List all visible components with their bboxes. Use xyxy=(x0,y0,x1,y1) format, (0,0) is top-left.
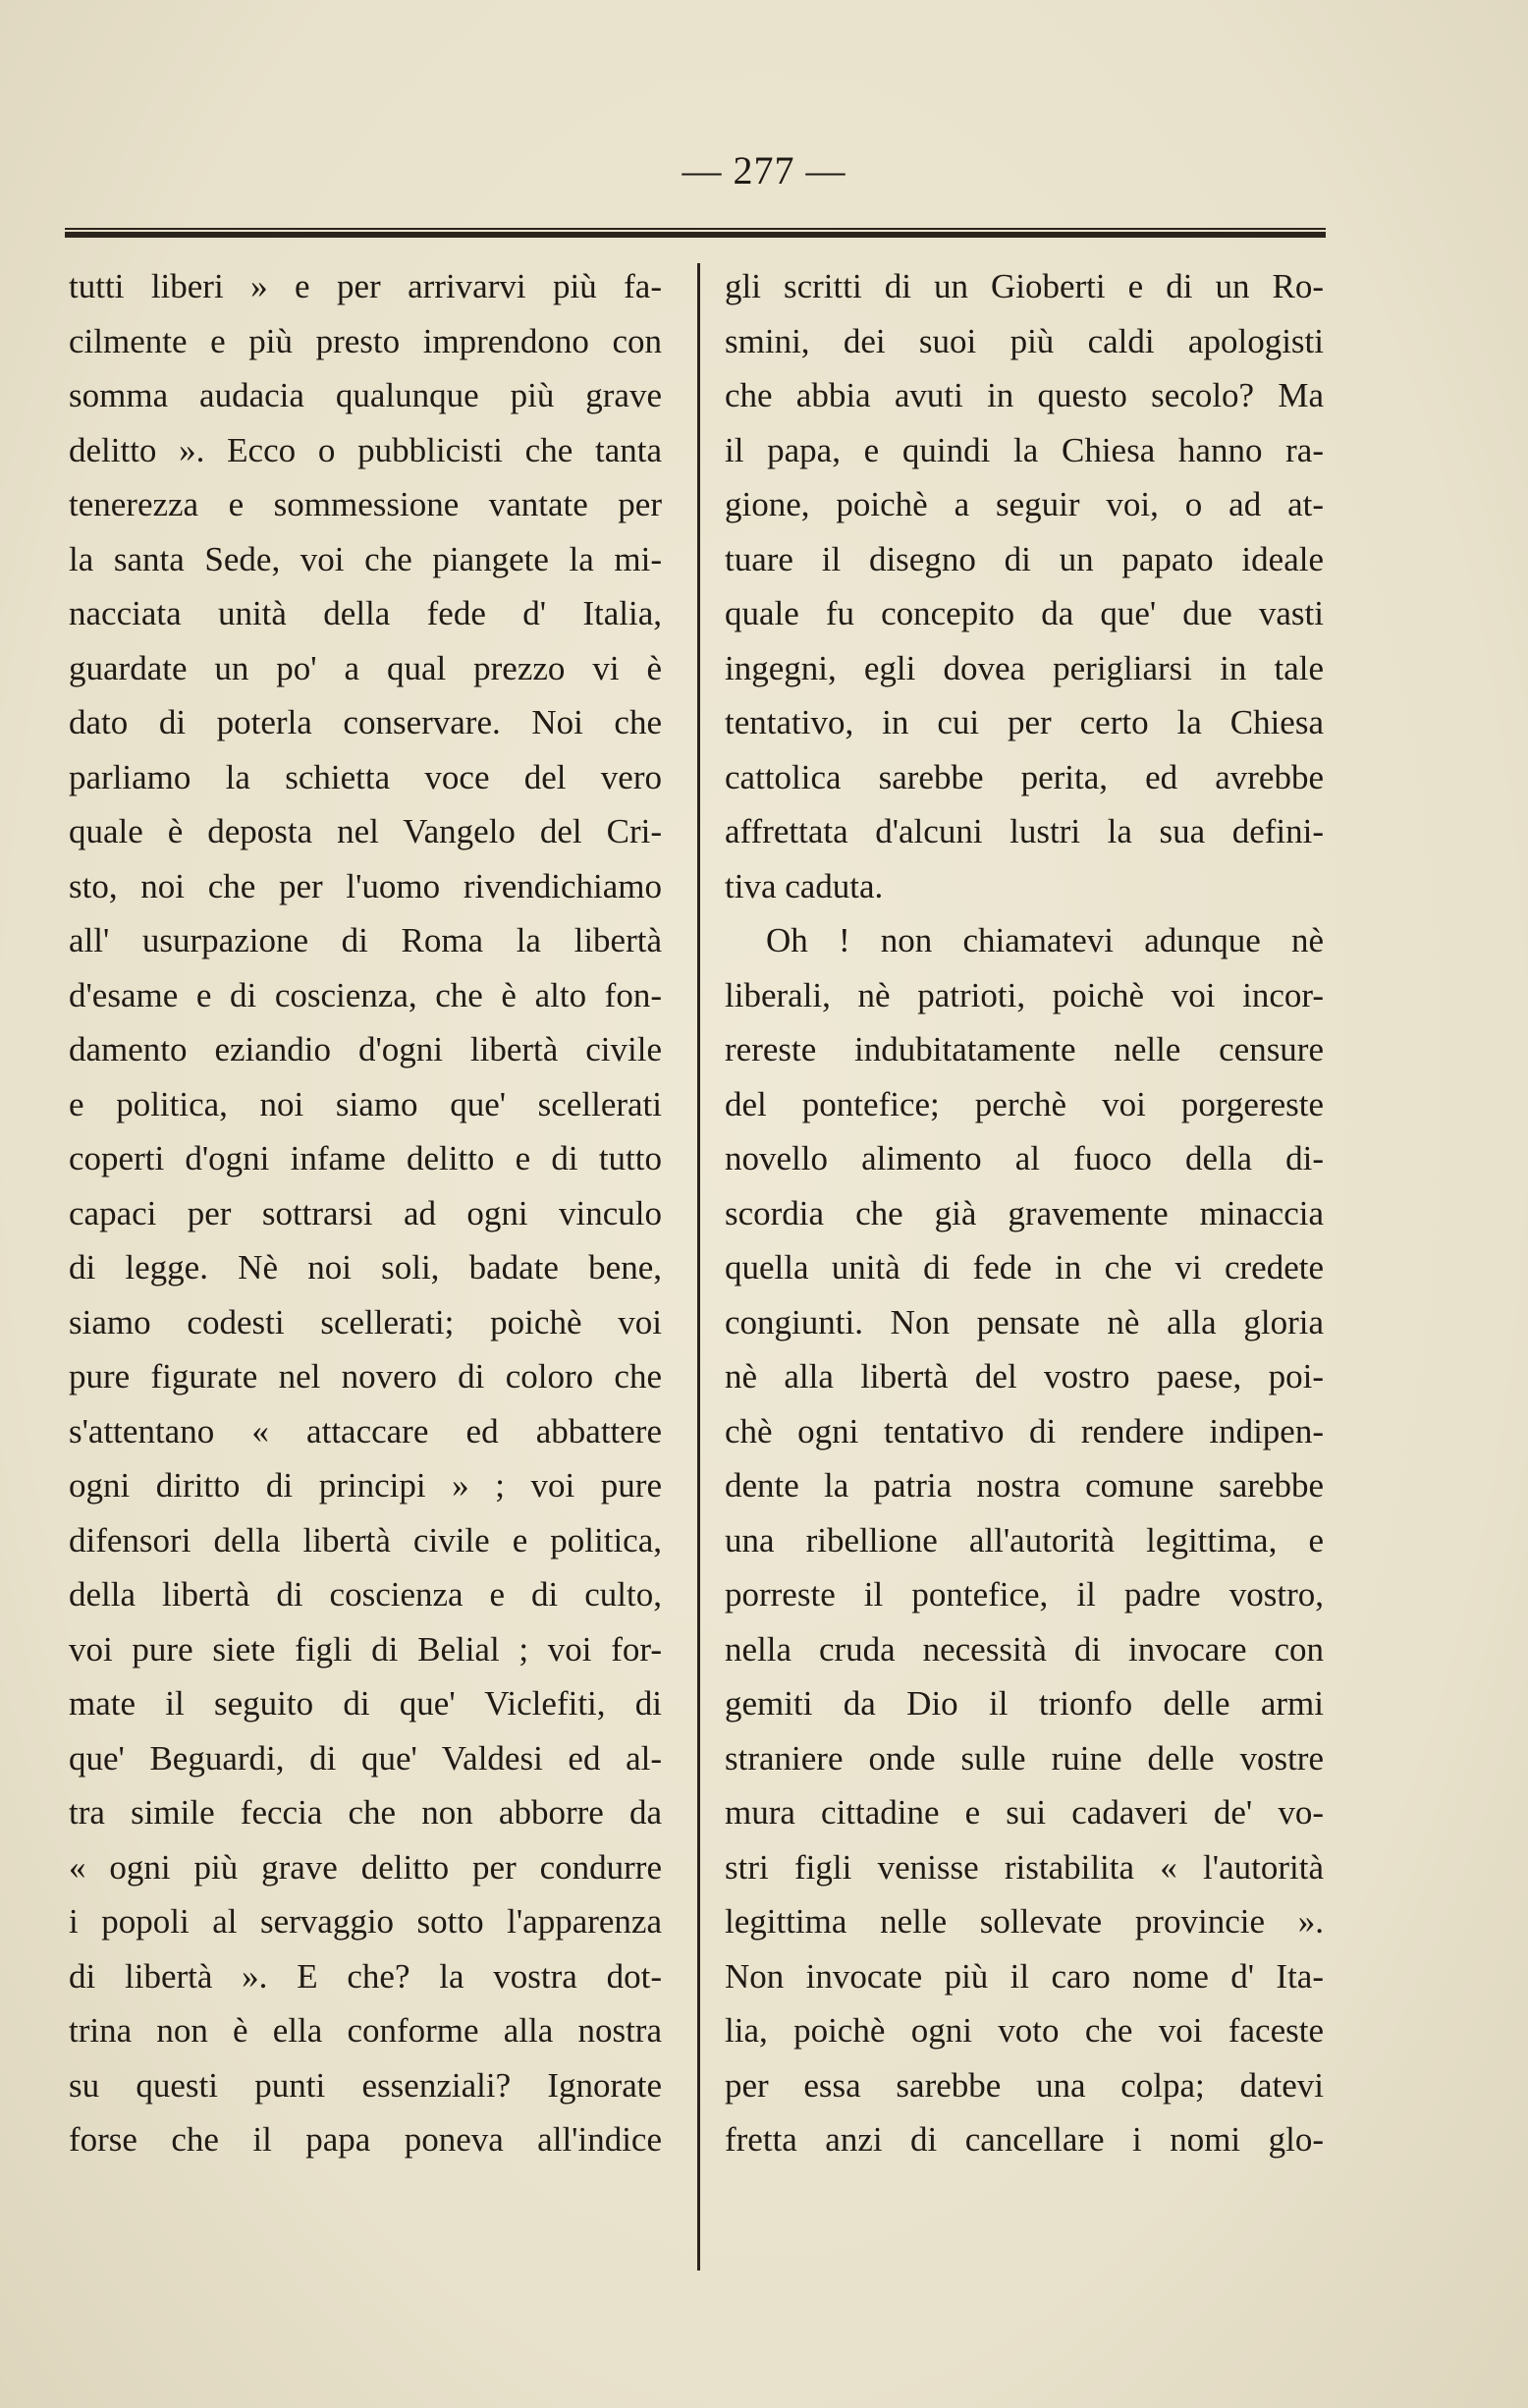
text-line: dente la patria nostra comune sarebbe xyxy=(725,1466,1324,1505)
text-line: difensori della libertà civile e politica, xyxy=(69,1520,662,1560)
text-line: sto, noi che per l'uomo rivendichiamo xyxy=(69,866,662,905)
text-line: liberali, nè patrioti, poichè voi incor- xyxy=(725,975,1324,1014)
text-line: somma audacia qualunque più grave xyxy=(69,376,662,414)
text-line: que' Beguardi, di que' Valdesi ed al- xyxy=(69,1738,662,1778)
header-rule-thick xyxy=(65,232,1326,238)
text-line: damento eziandio d'ogni libertà civile xyxy=(69,1030,662,1068)
text-line: scordia che già gravemente minaccia xyxy=(725,1193,1324,1232)
text-line: stri figli venisse ristabilita « l'autorità xyxy=(725,1847,1324,1887)
text-line: novello alimento al fuoco della di- xyxy=(725,1139,1324,1177)
text-line: pure figurate nel novero di coloro che xyxy=(69,1357,662,1396)
text-line: fretta anzi di cancellare i nomi glo- xyxy=(725,2120,1324,2159)
text-line: affrettata d'alcuni lustri la sua defini- xyxy=(725,812,1324,850)
text-line: guardate un po' a qual prezzo vi è xyxy=(69,648,662,687)
column-divider xyxy=(697,263,700,2271)
text-line: gemiti da Dio il trionfo delle armi xyxy=(725,1684,1324,1723)
page-number: — 277 — xyxy=(682,148,846,192)
text-line: tuare il disegno di un papato ideale xyxy=(725,539,1324,578)
left-column xyxy=(69,259,662,2167)
text-line: una ribellione all'autorità legittima, e xyxy=(725,1520,1324,1560)
text-line: tra simile feccia che non abborre da xyxy=(69,1793,662,1832)
text-line: straniere onde sulle ruine delle vostre xyxy=(725,1738,1324,1778)
text-line: tentativo, in cui per certo la Chiesa xyxy=(725,703,1324,741)
text-line: mura cittadine e sui cadaveri de' vo- xyxy=(725,1793,1324,1832)
text-line: ingegni, egli dovea perigliarsi in tale xyxy=(725,648,1324,687)
text-line: forse che il papa poneva all'indice xyxy=(69,2120,662,2159)
text-line: « ogni più grave delitto per condurre xyxy=(69,1847,662,1887)
text-line: su questi punti essenziali? Ignorate xyxy=(69,2065,662,2105)
text-line: gione, poichè a seguir voi, o ad at- xyxy=(725,485,1324,523)
text-line: porreste il pontefice, il padre vostro, xyxy=(725,1575,1324,1614)
text-line: nè alla libertà del vostro paese, poi- xyxy=(725,1357,1324,1396)
text-line: trina non è ella conforme alla nostra xyxy=(69,2011,662,2050)
right-column xyxy=(725,259,1324,2167)
text-line: del pontefice; perchè voi porgereste xyxy=(725,1084,1324,1123)
text-line: Non invocate più il caro nome d' Ita- xyxy=(725,1956,1324,1996)
text-line: nella cruda necessità di invocare con xyxy=(725,1629,1324,1669)
text-line: mate il seguito di que' Viclefiti, di xyxy=(69,1684,662,1723)
text-line: i popoli al servaggio sotto l'apparenza xyxy=(69,1902,662,1941)
text-line: per essa sarebbe una colpa; datevi xyxy=(725,2065,1324,2105)
text-line: di libertà ». E che? la vostra dot- xyxy=(69,1956,662,1996)
text-line: cilmente e più presto imprendono con xyxy=(69,321,662,360)
text-line: nacciata unità della fede d' Italia, xyxy=(69,594,662,632)
text-line: della libertà di coscienza e di culto, xyxy=(69,1575,662,1614)
text-line: quale fu concepito da que' due vasti xyxy=(725,594,1324,632)
text-line: voi pure siete figli di Belial ; voi for- xyxy=(69,1629,662,1669)
text-line: tutti liberi » e per arrivarvi più fa- xyxy=(69,267,662,305)
text-line: capaci per sottrarsi ad ogni vinculo xyxy=(69,1193,662,1232)
text-line: coperti d'ogni infame delitto e di tutto xyxy=(69,1139,662,1177)
text-line: siamo codesti scellerati; poichè voi xyxy=(69,1302,662,1341)
paragraph-end-line: tiva caduta. xyxy=(725,866,884,905)
text-line: quella unità di fede in che vi credete xyxy=(725,1248,1324,1286)
text-line: ogni diritto di principi » ; voi pure xyxy=(69,1466,662,1505)
text-line: d'esame e di coscienza, che è alto fon- xyxy=(69,975,662,1014)
text-line: quale è deposta nel Vangelo del Cri- xyxy=(69,812,662,850)
text-line: legittima nelle sollevate provincie ». xyxy=(725,1902,1324,1941)
paragraph-start-line: Oh ! non chiamatevi adunque nè xyxy=(766,921,1324,959)
text-line: smini, dei suoi più caldi apologisti xyxy=(725,321,1324,360)
text-line: di legge. Nè noi soli, badate bene, xyxy=(69,1248,662,1286)
text-line: s'attentano « attaccare ed abbattere xyxy=(69,1411,662,1450)
text-line: congiunti. Non pensate nè alla gloria xyxy=(725,1302,1324,1341)
text-line: parliamo la schietta voce del vero xyxy=(69,757,662,796)
text-line: lia, poichè ogni voto che voi faceste xyxy=(725,2011,1324,2050)
text-line: chè ogni tentativo di rendere indipen- xyxy=(725,1411,1324,1450)
text-line: tenerezza e sommessione vantate per xyxy=(69,485,662,523)
text-line: dato di poterla conservare. Noi che xyxy=(69,703,662,741)
text-line: cattolica sarebbe perita, ed avrebbe xyxy=(725,757,1324,796)
text-line: delitto ». Ecco o pubblicisti che tanta xyxy=(69,430,662,469)
text-line: il papa, e quindi la Chiesa hanno ra- xyxy=(725,430,1324,469)
text-line: rereste indubitatamente nelle censure xyxy=(725,1030,1324,1068)
header-rule-thin xyxy=(65,228,1326,230)
text-line: gli scritti di un Gioberti e di un Ro- xyxy=(725,267,1324,305)
text-line: la santa Sede, voi che piangete la mi- xyxy=(69,539,662,578)
text-line: all' usurpazione di Roma la libertà xyxy=(69,921,662,959)
text-line: e politica, noi siamo que' scellerati xyxy=(69,1084,662,1123)
text-line: che abbia avuti in questo secolo? Ma xyxy=(725,376,1324,414)
